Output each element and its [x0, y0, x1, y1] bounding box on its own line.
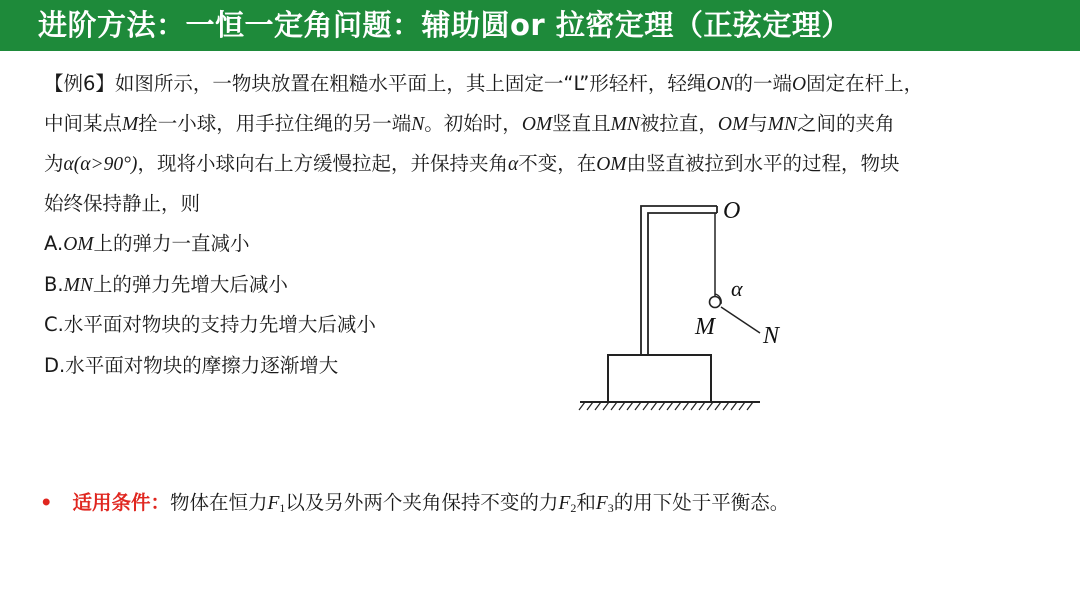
option-a	[44, 224, 376, 265]
option-prefix: A.	[44, 232, 64, 255]
math-N: N	[411, 114, 425, 135]
text: 为	[44, 152, 64, 175]
text: 。初始时，	[424, 112, 522, 135]
text: 和	[576, 491, 596, 514]
math-MN: MN	[610, 114, 640, 135]
problem-line-3	[44, 144, 1054, 184]
text: 之间的夹角	[797, 112, 895, 135]
bullet-icon: •	[40, 491, 53, 514]
text: 竖直且	[552, 112, 611, 135]
option-prefix: C.	[44, 313, 64, 336]
page-title: 进阶方法：一恒一定角问题：辅助圆or 拉密定理（正弦定理）	[38, 8, 851, 42]
diagram-svg	[575, 190, 805, 420]
problem-text	[44, 64, 1054, 224]
title-banner	[0, 0, 1080, 51]
ball-M	[710, 297, 721, 308]
math-ON: ON	[706, 74, 734, 95]
option-text: 上的弹力先增大后减小	[92, 272, 288, 296]
text: ，现将小球向右上方缓慢拉起，并保持夹角	[137, 152, 508, 175]
answer-options	[44, 224, 376, 386]
math-F2	[558, 493, 576, 514]
problem-line-1	[44, 64, 1054, 104]
math-OM: OM	[521, 114, 553, 135]
ground-hatching	[579, 402, 760, 410]
math-O: O	[791, 74, 807, 95]
option-prefix: B.	[44, 272, 64, 296]
applicable-condition-note	[40, 488, 789, 523]
label-N: N	[763, 323, 780, 349]
text: 以及另外两个夹角保持不变的力	[285, 491, 559, 514]
subscript: 2	[570, 501, 577, 515]
problem-line-4	[44, 184, 1054, 224]
problem-line-2	[44, 104, 1054, 144]
label-O: O	[723, 198, 741, 224]
option-b	[44, 265, 376, 306]
text: 中间某点	[44, 112, 123, 135]
text: 的用下处于平衡态。	[613, 491, 790, 514]
text: 由竖直被拉到水平的过程，物块	[626, 152, 900, 175]
text: 不变，在	[518, 152, 597, 175]
math-M: M	[122, 114, 139, 135]
text: 的一端	[733, 72, 792, 95]
physics-diagram	[575, 190, 805, 420]
text: 与	[748, 112, 768, 135]
text: 拴一小球，用手拉住绳的另一端	[138, 112, 412, 135]
force-symbol: F	[558, 493, 571, 514]
math-OM: OM	[596, 154, 627, 175]
text: 【例6】如图所示，一物块放置在粗糙水平面上，其上固定一“L”形轻杆，轻绳	[44, 72, 707, 95]
math-alpha-condition: α(α>90°)	[63, 154, 138, 175]
label-M: M	[695, 314, 715, 340]
math-F1	[268, 493, 286, 514]
option-text: 水平面对物块的摩擦力逐渐增大	[65, 353, 339, 377]
option-d	[44, 346, 376, 387]
math-MN: MN	[767, 114, 798, 135]
subscript: 3	[607, 501, 614, 515]
block	[608, 355, 711, 402]
text: 物体在恒力	[169, 491, 268, 514]
option-text: 水平面对物块的支持力先增大后减小	[63, 313, 376, 336]
label-alpha: α	[731, 276, 743, 301]
math-F3	[596, 493, 614, 514]
force-symbol: F	[267, 493, 280, 514]
option-c	[44, 305, 376, 346]
math-OM: OM	[717, 114, 749, 135]
subscript: 1	[279, 501, 286, 515]
math-alpha: α	[507, 154, 519, 175]
text: 固定在杆上，	[806, 72, 924, 95]
force-symbol: F	[595, 493, 608, 514]
option-prefix: D.	[44, 353, 66, 377]
condition-label: 适用条件：	[72, 491, 170, 514]
text: 始终保持静止，则	[44, 192, 201, 215]
rope-MN	[721, 307, 760, 333]
math-MN: MN	[63, 274, 93, 296]
option-text: 上的弹力一直减小	[93, 232, 250, 255]
text: 被拉直，	[639, 112, 718, 135]
math-OM: OM	[63, 234, 94, 255]
